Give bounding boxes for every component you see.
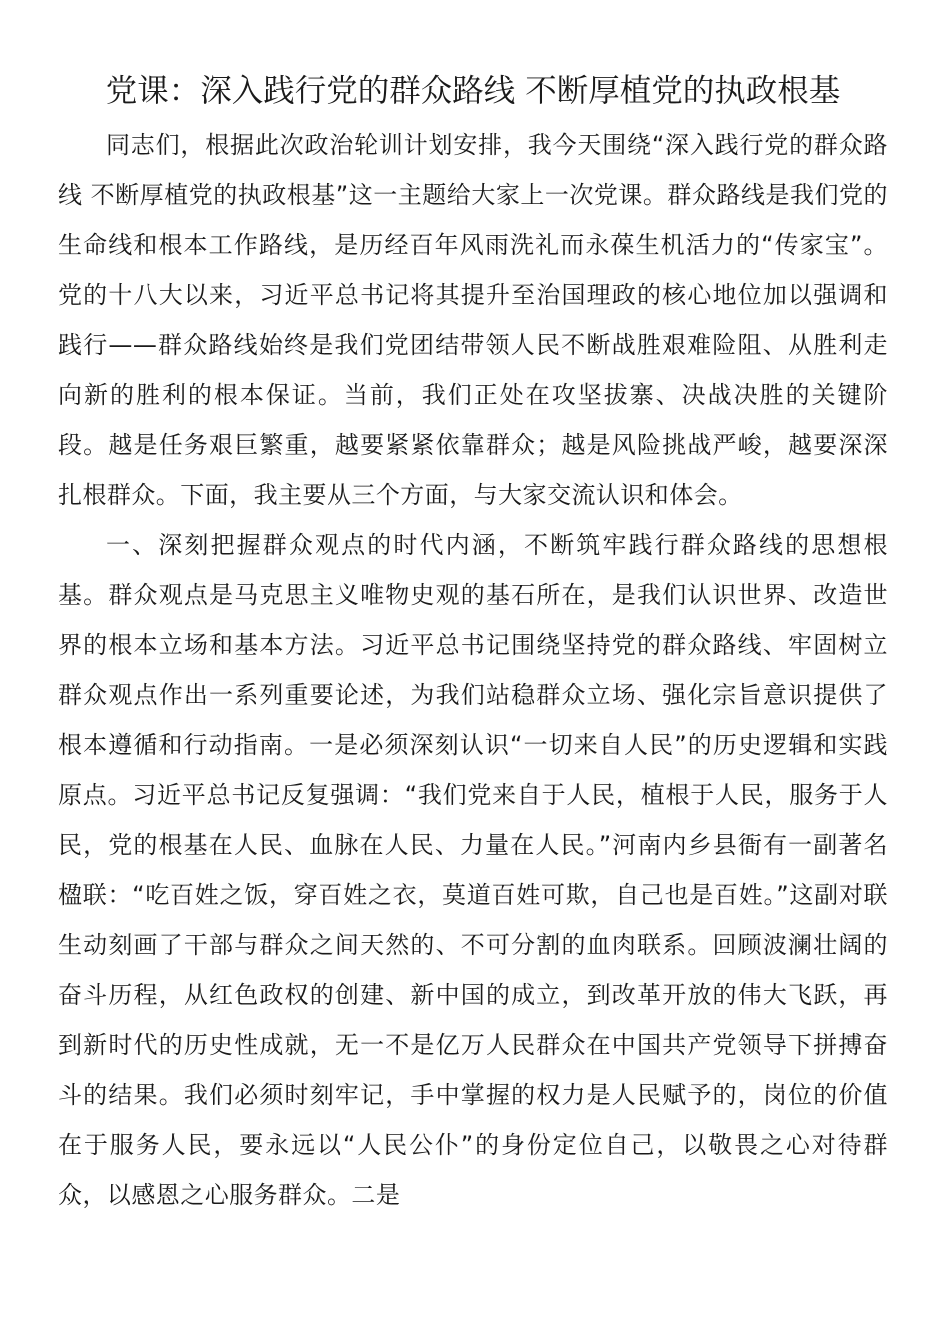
document-page bbox=[58, 62, 888, 1220]
section-one-paragraph: 一、深刻把握群众观点的时代内涵，不断筑牢践行群众路线的思想根基。群众观点是马克思主义唯物史观的基石所在，是我们认识世界、改造世界的根本立场和基本方法。习近平总书记围绕坚持党的群众路线、牢固树立群众观点作出一系列重要论述，为我们站稳群众立场、强化宗旨意识提供了根本遵循和行动指南。一是必须深刻认识“一切来自人民”的历史逻辑和实践原点。习近平总书记反复强调：“我们党来自于人民，植根于人民，服务于人民，党的根基在人民、血脉在人民、力量在人民。”河南内乡县衙有一副著名楹联：“吃百姓之饭，穿百姓之衣，莫道百姓可欺，自己也是百姓。”这副对联生动刻画了干部与群众之间天然的、不可分割的血肉联系。回顾波澜壮阔的奋斗历程，从红色政权的创建、新中国的成立，到改革开放的伟大飞跃，再到新时代的历史性成就，无一不是亿万人民群众在中国共产党领导下拼搏奋斗的结果。我们必须时刻牢记，手中掌握的权力是人民赋予的，岗位的价值在于服务人民，要永远以“人民公仆”的身份定位自己，以敬畏之心对待群众，以感恩之心服务群众。二是 bbox=[58, 531, 888, 1209]
document-title: 党课：深入践行党的群众路线 不断厚植党的执政根基 bbox=[105, 73, 841, 109]
intro-paragraph: 同志们，根据此次政治轮训计划安排，我今天围绕“深入践行党的群众路线 不断厚植党的执政根基”这一主题给大家上一次党课。群众路线是我们党的生命线和根本工作路线，是历经百年风雨洗礼而永葆生机活力的“传家宝”。党的十八大以来，习近平总书记将其提升至治国理政的核心地位加以强调和践行——群众路线始终是我们党团结带领人民不断战胜艰难险阻、从胜利走向新的胜利的根本保证。当前，我们正处在攻坚拔寨、决战决胜的关键阶段。越是任务艰巨繁重，越要紧紧依靠群众；越是风险挑战严峻，越要深深扎根群众。下面，我主要从三个方面，与大家交流认识和体会。 bbox=[58, 131, 888, 509]
